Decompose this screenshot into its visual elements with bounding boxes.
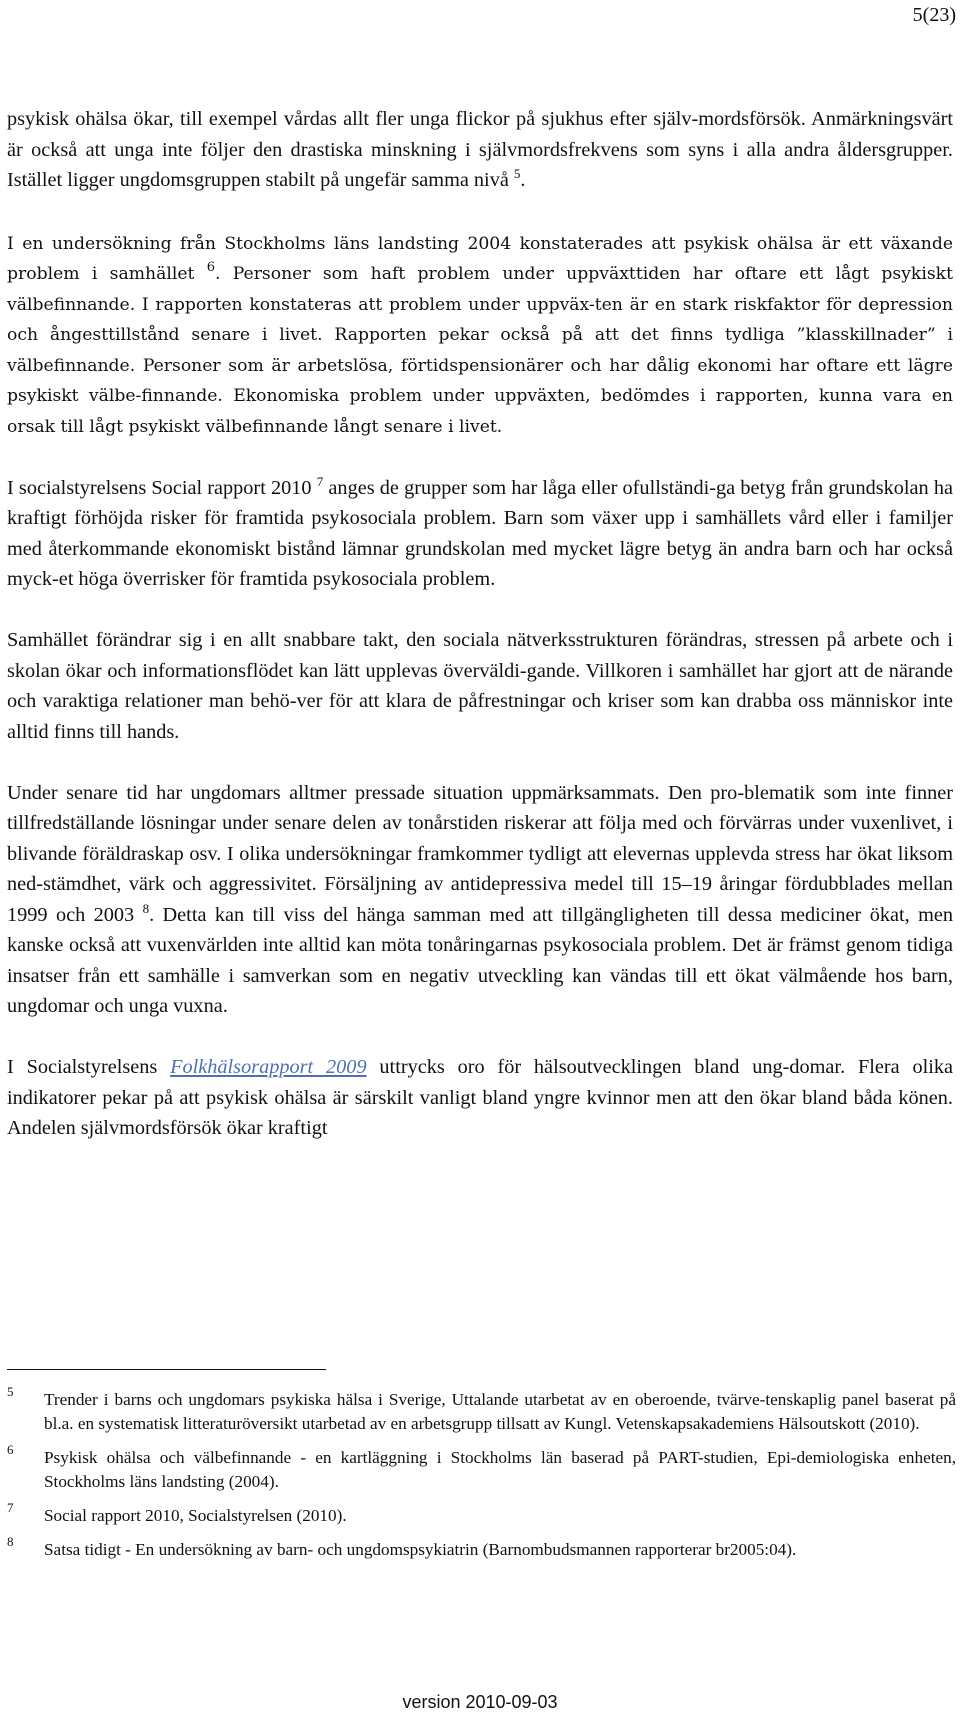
- body-text: [7, 104, 953, 1144]
- footnote-ref[interactable]: 6: [206, 260, 215, 275]
- footnote-ref[interactable]: 8: [142, 900, 150, 916]
- paragraph: Samhället förändrar sig i en allt snabbare takt, den sociala nätverksstrukturen förändras, stressen på arbete och i skolan ökar och informationsflödet kan lätt upplevas överväldi-gande. Villkoren i samhället har gjort att de närande och varaktiga relationer man behö-ver för att klara de påfrestningar och kriser som kan drabba oss människor inte alltid finns till hands.: [7, 629, 953, 743]
- page-number: 5(23): [912, 4, 956, 26]
- paragraph: I socialstyrelsens Social rapport 2010 $^7$ anges de grupper som har låga eller ofullständi-ga betyg från grundskolan ha kraftigt förhöjda risker för framtida psykosociala problem. Barn som växer upp i samhällets vård eller i familjer med återkommande ekonomiskt bistånd lämnar grundskolan med mycket lägre betyg än andra barn och har också myck-et höga överrisker för framtida psykosociala problem.: [7, 473, 953, 590]
- paragraph: psykisk ohälsa ökar, till exempel vårdas allt fler unga flickor på sjukhus efter själv-mordsförsök. Anmärkningsvärt är också att unga inte följer den drastiska minskning i självmordsfrekvens som syns i alla andra åldersgrupper. Istället ligger ungdomsgruppen stabilt på ungefär samma nivå $^5$.: [7, 108, 953, 191]
- footnotes: [0, 1384, 956, 1572]
- footnote: [0, 1500, 956, 1528]
- footnote-number: 7: [7, 1500, 14, 1515]
- footnote: [0, 1442, 956, 1494]
- footnote-text: Psykisk ohälsa och välbefinnande - en kartläggning i Stockholms län baserad på PART-studien, Epi-demiologiska enheten, Stockholms läns landsting (2004).: [44, 1448, 956, 1491]
- version-footer: version 2010-09-03: [402, 1692, 558, 1712]
- footnote-number: 8: [7, 1534, 14, 1549]
- footnote-ref[interactable]: 7: [316, 473, 324, 489]
- paragraph: Under senare tid har ungdomars alltmer pressade situation uppmärksammats. Den pro-blematik som inte finner tillfredställande lösningar under senare delen av tonårstiden riskerar att följa med och förvärras under vuxenlivet, i blivande föräldraskap osv. I olika undersökningar framkommer tydligt att elevernas upplevda stress har ökat liksom ned-stämdhet, värk och aggressivitet. Försäljning av antidepressiva medel till 15–19 åringar fördubblades mellan 1999 och 2003 $^8$. Detta kan till viss del hänga samman med att tillgängligheten till dessa mediciner ökat, men kanske också att vuxenvärlden inte alltid kan möta tonåringarnas psykosociala problem. Det är främst genom tidiga insatser från ett samhälle i samverkan som en negativ utveckling kan vändas till ett ökat välmående hos barn, ungdomar och unga vuxna.: [7, 781, 953, 1017]
- footnote-number: 6: [7, 1442, 14, 1457]
- paragraph: I Socialstyrelsens Folkhälsorapport 2009 uttrycks oro för hälsoutvecklingen bland ung-domar. Flera olika indikatorer pekar på att psykisk ohälsa är särskilt vanligt bland yngre kvinnor men att den ökar bland båda könen. Andelen självmordsförsök ökar kraftigt: [7, 1056, 954, 1139]
- footnote-text: Satsa tidigt - En undersökning av barn- och ungdomspsykiatrin (Barnombudsmannen rapporterar br2005:04).: [44, 1540, 797, 1559]
- footnote-text: Social rapport 2010, Socialstyrelsen (2010).: [44, 1506, 347, 1525]
- footnote: [0, 1384, 956, 1436]
- folkhalsorapport-link[interactable]: Folkhälsorapport 2009: [170, 1056, 367, 1078]
- paragraph: I en undersökning från Stockholms läns landsting 2004 konstaterades att psykisk ohälsa är ett växande problem i samhället $^6$. Personer som haft problem under uppväxttiden har oftare ett lågt psykiskt välbefinnande. I rapporten konstateras att problem under uppväx-ten är en stark riskfaktor för depression och ångesttillstånd senare i livet. Rapporten pekar också på att det finns tydliga ”klasskillnader” i välbefinnande. Personer som är arbetslösa, förtidspensionärer och har dålig ekonomi har oftare ett lägre psykiskt välbe-finnande. Ekonomiska problem under uppväxten, bedömdes i rapporten, kunna vara en orsak till lågt psykiskt välbefinnande långt senare i livet.: [7, 233, 953, 437]
- footnote-separator: [7, 1369, 326, 1370]
- footnote-text: Trender i barns och ungdomars psykiska hälsa i Sverige, Uttalande utarbetat av en oberoende, tvärve-tenskaplig panel baserat på bl.a. en systematisk litteraturöversikt utarbetad av en arbetsgrupp tillsatt av Kungl. Vetenskapsakademiens Hälsoutskott (2010).: [44, 1390, 956, 1433]
- footnote-number: 5: [7, 1384, 14, 1399]
- footnote: [0, 1534, 956, 1562]
- footnote-ref[interactable]: 5: [513, 166, 521, 181]
